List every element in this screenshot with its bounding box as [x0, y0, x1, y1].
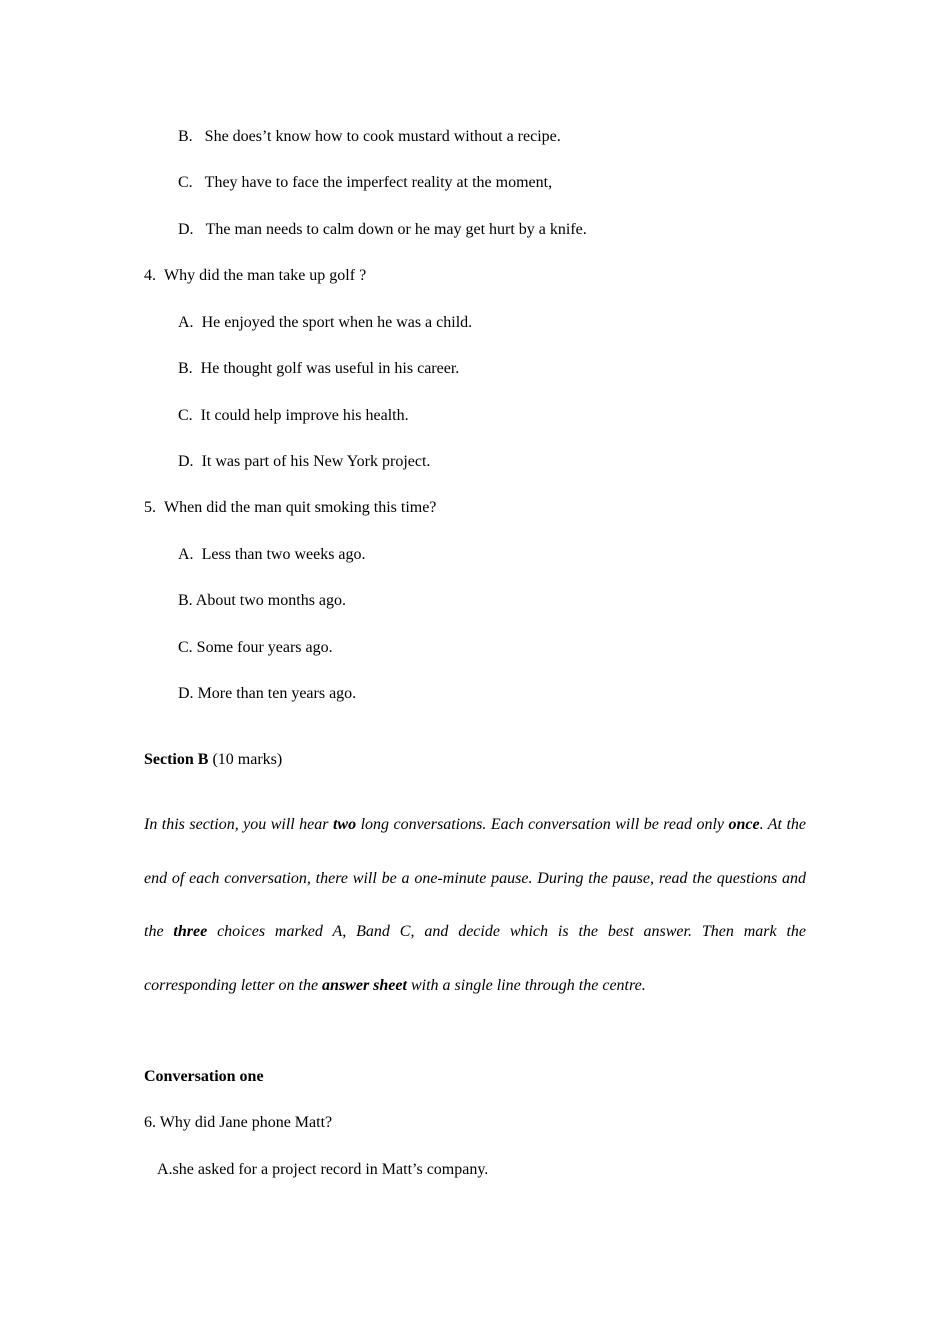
option-text: They have to face the imperfect reality at the moment,	[204, 174, 553, 191]
section-marks: (10 marks)	[212, 751, 283, 768]
option-letter: D.	[178, 685, 194, 702]
option-text: He enjoyed the sport when he was a child.	[201, 314, 473, 331]
option-text: About two months ago.	[195, 592, 347, 609]
section-title: Section B	[144, 751, 209, 768]
q3-option-d	[178, 220, 587, 240]
q3-option-c	[178, 173, 552, 193]
instruction-text: In this section, you will hear	[144, 816, 333, 833]
option-text: More than ten years ago.	[197, 685, 357, 702]
question-number: 5.	[144, 499, 156, 516]
question-text: Why did the man take up golf ?	[164, 267, 367, 284]
option-text: Less than two weeks ago.	[201, 546, 366, 563]
q5-option-a	[178, 545, 366, 565]
option-letter: B.	[178, 360, 193, 377]
instruction-emphasis: once	[728, 816, 760, 833]
option-letter: B.	[178, 592, 193, 609]
option-letter: C.	[178, 174, 193, 191]
q4-option-a	[178, 313, 472, 333]
instruction-emphasis: two	[332, 816, 357, 833]
conversation-heading: Conversation one	[144, 1068, 264, 1085]
option-letter: C.	[178, 407, 193, 424]
section-b-heading	[144, 750, 282, 770]
instruction-text: long conversations. Each conversation will be read only	[356, 816, 729, 833]
option-text: It could help improve his health.	[200, 407, 409, 424]
option-letter: B.	[178, 128, 193, 145]
option-text: Some four years ago.	[196, 639, 333, 656]
option-text: He thought golf was useful in his career.	[200, 360, 460, 377]
q4-option-c	[178, 406, 409, 426]
q4-option-d	[178, 452, 430, 472]
option-letter: A.	[178, 546, 194, 563]
option-letter: A.	[178, 314, 194, 331]
instruction-text: choices marked A, Band C, and decide which is the best answer. Then mark the corresponding letter on the	[144, 923, 807, 995]
q5-option-d	[178, 684, 356, 704]
instruction-emphasis: three	[173, 923, 208, 941]
option-letter: D.	[178, 221, 194, 238]
option-text: The man needs to calm down or he may get hurt by a knife.	[205, 221, 587, 238]
q5-option-c	[178, 638, 333, 658]
question-4	[144, 266, 366, 286]
option-text: She does’t know how to cook mustard without a recipe.	[204, 128, 561, 145]
section-b-instructions	[144, 798, 806, 1013]
instruction-text: with a single line through the centre.	[406, 977, 646, 995]
q5-option-b	[178, 591, 346, 611]
question-6: 6. Why did Jane phone Matt?	[144, 1114, 333, 1131]
instruction-emphasis: answer sheet	[322, 977, 407, 995]
option-letter: C.	[178, 639, 193, 656]
instruction-text: . At the end of each conversation, there will be a one-minute pause. During the pause, read the questions and the	[144, 816, 807, 941]
question-number: 4.	[144, 267, 156, 284]
question-text: When did the man quit smoking this time?	[164, 499, 437, 516]
q4-option-b	[178, 359, 459, 379]
option-letter: D.	[178, 453, 194, 470]
option-text: It was part of his New York project.	[201, 453, 431, 470]
q3-option-b	[178, 127, 561, 147]
q6-option-a: A.she asked for a project record in Matt’s company.	[157, 1161, 489, 1178]
question-5	[144, 498, 436, 518]
